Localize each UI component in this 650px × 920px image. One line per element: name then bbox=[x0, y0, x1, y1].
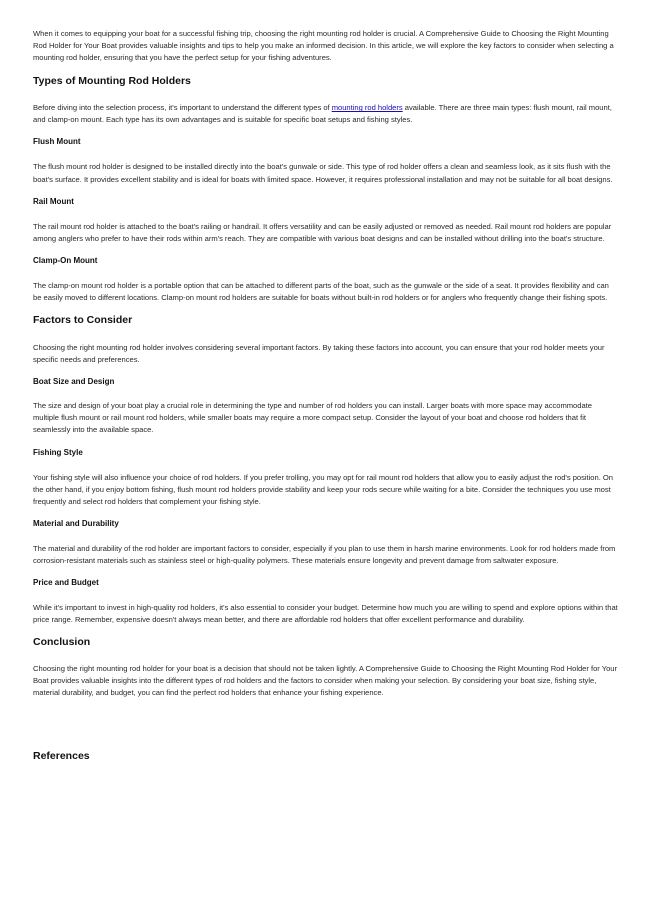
subheading-rail-mount: Rail Mount bbox=[33, 196, 74, 206]
types-intro-paragraph bbox=[33, 102, 618, 126]
fishing-style-paragraph: Your fishing style will also influence your choice of rod holders. If you prefer trolling, you may opt for rail mount rod holders that allow you to easily adjust the rod's position. On the other hand, if you enjoy bottom fishing, flush mount rod holders provide stability and keep your rods secure while waiting for a bite. Consider the techniques you use most frequently and select rod holders that complement your fishing style. bbox=[33, 472, 613, 506]
subheading-clamp-on-mount: Clamp-On Mount bbox=[33, 255, 98, 265]
subheading-material-durability: Material and Durability bbox=[33, 518, 119, 528]
rail-mount-paragraph: The rail mount rod holder is attached to the boat's railing or handrail. It offers versatility and can be easily adjusted or removed as needed. Rail mount rod holders are popular among anglers who prefer to have their rods within arm's reach. They are compatible with various boat designs and can be installed without drilling into the boat's structure. bbox=[33, 221, 612, 243]
section-heading-conclusion: Conclusion bbox=[33, 636, 91, 649]
intro-paragraph: When it comes to equipping your boat for a successful fishing trip, choosing the right mounting rod holder is crucial. A Comprehensive Guide to Choosing the Right Mounting Rod Holder for Your Boat provides valuable insights and tips to help you make an informed decision. In this article, we will explore the key factors to consider when selecting a mounting rod holder, ensuring that you have the perfect setup for your fishing adventures. bbox=[33, 29, 614, 63]
section-heading-factors: Factors to Consider bbox=[33, 314, 133, 327]
flush-mount-paragraph: The flush mount rod holder is designed to be installed directly into the boat's gunwale or side. This type of rod holder offers a clean and seamless look, as it sits flush with the boat's surface. It provides excellent stability and is ideal for boats with limited space. However, it requires professional installation and may not be suitable for all boat designs. bbox=[33, 162, 613, 184]
subheading-flush-mount: Flush Mount bbox=[33, 137, 81, 147]
factors-intro-paragraph: Choosing the right mounting rod holder involves considering several important factors. By taking these factors into account, you can ensure that your rod holder meets your specific needs and preferences. bbox=[33, 343, 605, 365]
clamp-on-mount-paragraph: The clamp-on mount rod holder is a portable option that can be attached to different parts of the boat, such as the gunwale or the side of a seat. It provides flexibility and can be easily moved to different locations. Clamp-on mount rod holders are suitable for boats without built-in rod holders or for anglers who frequently change their fishing spots. bbox=[33, 280, 609, 302]
section-heading-references: References bbox=[33, 750, 90, 763]
mounting-rod-holders-link[interactable]: mounting rod holders bbox=[331, 103, 403, 113]
subheading-price-budget: Price and Budget bbox=[33, 577, 99, 587]
material-durability-paragraph: The material and durability of the rod holder are important factors to consider, especially if you plan to use them in harsh marine environments. Look for rod holders made from corrosion-resistant materials such as stainless steel or high-quality polymers. These materials ensure longevity and prevent damage from saltwater exposure. bbox=[33, 543, 616, 565]
types-intro-text-before: Before diving into the selection process, it's important to understand the different types of bbox=[33, 103, 332, 113]
section-heading-types: Types of Mounting Rod Holders bbox=[33, 75, 191, 88]
price-budget-paragraph: While it's important to invest in high-quality rod holders, it's also essential to consider your budget. Determine how much you are willing to spend and explore options within that price range. Remember, expensive doesn't always mean better, and there are affordable rod holders that offer excellent performance and durability. bbox=[33, 602, 618, 625]
types-intro-text-after: available. There are three main types: flush mount, rail mount, and clamp-on mount. Each type has its own advantages and is suitable for specific boat setups and fishing styles. bbox=[33, 103, 612, 125]
boat-size-paragraph: The size and design of your boat play a crucial role in determining the type and number of rod holders you can install. Larger boats with more space may accommodate multiple flush mount or rail mount rod holders, while smaller boats may require a more compact setup. Consider the layout of your boat and choose rod holders that fit seamlessly into the available space. bbox=[33, 401, 592, 435]
subheading-boat-size: Boat Size and Design bbox=[33, 377, 115, 387]
subheading-fishing-style: Fishing Style bbox=[33, 447, 83, 457]
conclusion-paragraph: Choosing the right mounting rod holder for your boat is a decision that should not be taken lightly. A Comprehensive Guide to Choosing the Right Mounting Rod Holder for Your Boat provides valuable insights into the different types of rod holders and the factors to consider when making your selection. By considering your boat size, fishing style, material durability, and budget, you can find the perfect rod holders that enhance your fishing experience. bbox=[33, 664, 618, 698]
